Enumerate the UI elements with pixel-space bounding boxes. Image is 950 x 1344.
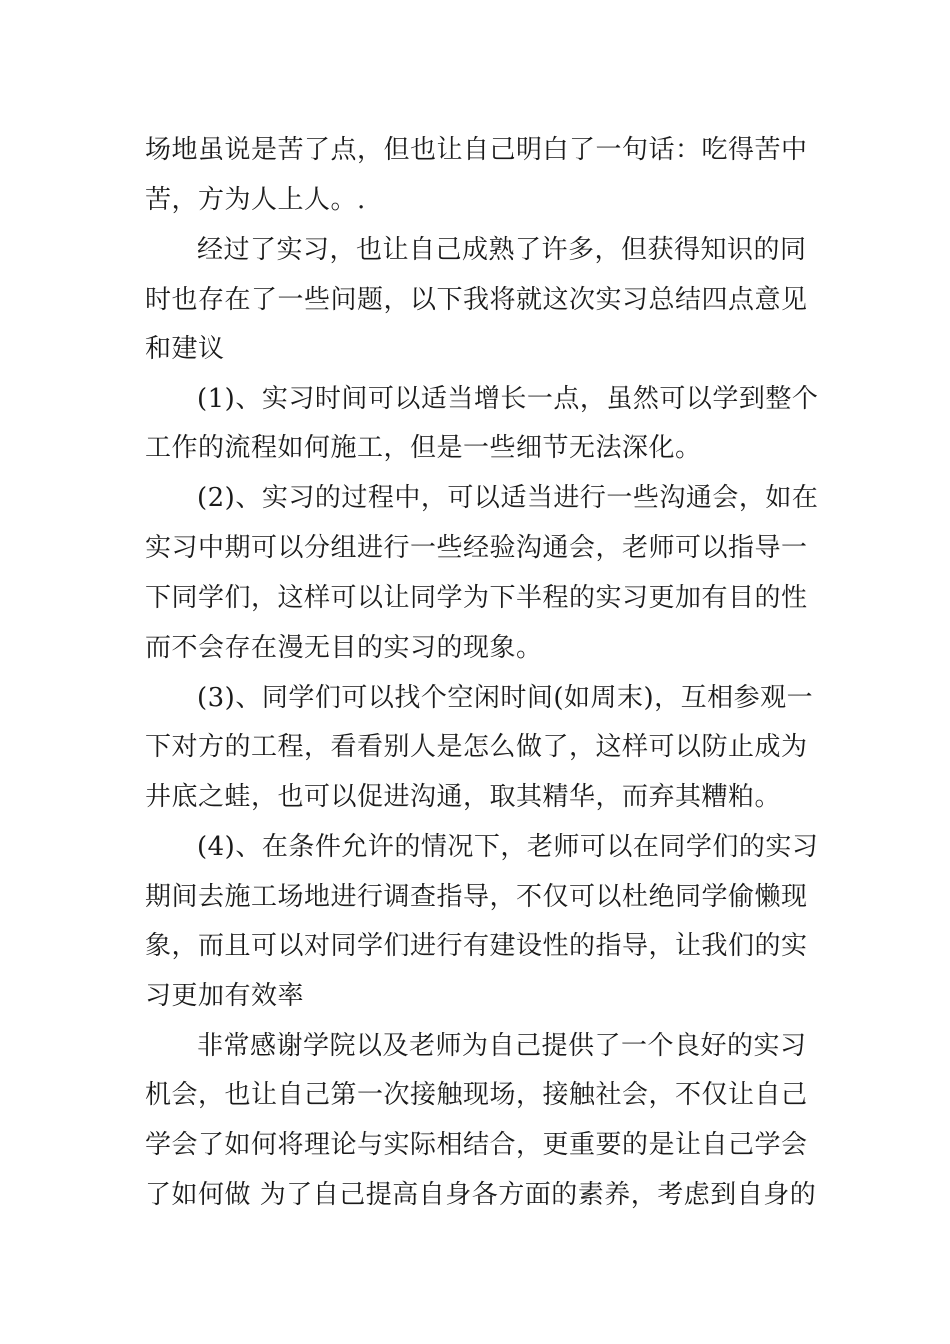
text-line: 下对方的工程，看看别人是怎么做了，这样可以防止成为 xyxy=(145,732,808,762)
text-line: 象，而且可以对同学们进行有建设性的指导，让我们的实 xyxy=(145,931,808,961)
list-item-2-line: (2)、实习的过程中，可以适当进行一些沟通会，如在 xyxy=(197,483,819,513)
text-line: 时也存在了一些问题，以下我将就这次实习总结四点意见 xyxy=(145,285,808,315)
text-line: 习更加有效率 xyxy=(145,981,305,1011)
text-line: 下同学们，这样可以让同学为下半程的实习更加有目的性 xyxy=(145,583,808,613)
text-line: 机会，也让自己第一次接触现场，接触社会，不仅让自己 xyxy=(145,1080,808,1110)
text-line: 了如何做 为了自己提高自身各方面的素养，考虑到自身的 xyxy=(145,1180,817,1210)
text-line: 苦，方为人上人。. xyxy=(145,185,366,215)
paragraph-start-line: 经过了实习，也让自己成熟了许多，但获得知识的同 xyxy=(197,235,807,265)
text-line: 实习中期可以分组进行一些经验沟通会，老师可以指导一 xyxy=(145,533,808,563)
list-item-3-line: (3)、同学们可以找个空闲时间(如周末)，互相参观一 xyxy=(197,683,814,713)
list-item-4-line: (4)、在条件允许的情况下，老师可以在同学们的实习 xyxy=(197,832,819,862)
text-line: 井底之蛙，也可以促进沟通，取其精华，而弃其糟粕。 xyxy=(145,782,782,812)
list-item-1-line: (1)、实习时间可以适当增长一点，虽然可以学到整个 xyxy=(197,384,819,414)
text-line: 和建议 xyxy=(145,334,225,364)
text-line: 工作的流程如何施工，但是一些细节无法深化。 xyxy=(145,433,702,463)
text-line: 学会了如何将理论与实际相结合，更重要的是让自己学会 xyxy=(145,1130,808,1160)
text-line: 期间去施工场地进行调查指导，不仅可以杜绝同学偷懒现 xyxy=(145,882,808,912)
text-line: 场地虽说是苦了点，但也让自己明白了一句话：吃得苦中 xyxy=(145,135,808,165)
paragraph-start-line: 非常感谢学院以及老师为自己提供了一个良好的实习 xyxy=(197,1031,807,1061)
text-line: 而不会存在漫无目的实习的现象。 xyxy=(145,633,543,663)
